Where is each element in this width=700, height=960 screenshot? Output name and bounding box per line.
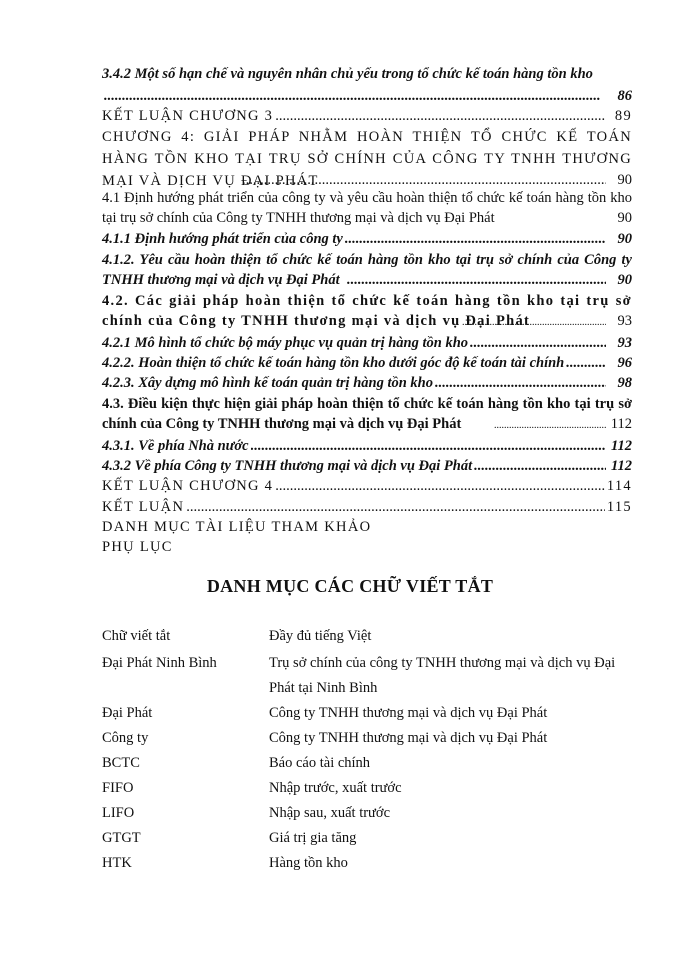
toc-entry-page: 98 xyxy=(617,375,632,391)
table-row xyxy=(102,751,642,776)
toc-entry-page: 90 xyxy=(617,172,632,188)
header-abbreviation: Chữ viết tắt xyxy=(102,628,171,644)
full-form: Nhập trước, xuất trước xyxy=(269,780,402,796)
table-row xyxy=(102,851,642,876)
toc-entry-3-4-2[interactable] xyxy=(102,64,632,106)
toc-entry-text: 4.2. Các giải pháp hoàn thiện tổ chức kế toán hàng tồn kho tại trụ sở chính của Công ty TNHH thương mại và dịch vụ Đại Phát xyxy=(102,293,632,329)
toc-entry-page: 96 xyxy=(617,355,632,371)
toc-entry-text: KẾT LUẬN CHƯƠNG 4 xyxy=(102,478,274,494)
abbreviations-header-row xyxy=(102,624,642,649)
abbreviation: BCTC xyxy=(102,755,140,771)
abbreviation: FIFO xyxy=(102,780,134,796)
abbreviations-table xyxy=(102,624,642,876)
abbreviation: Công ty xyxy=(102,730,149,746)
toc-entry-text: 4.1.2. Yêu cầu hoàn thiện tổ chức kế toán hàng tồn kho tại trụ sở chính của Công ty TNHH thương mại và dịch vụ Đại Phát xyxy=(102,252,632,288)
table-row xyxy=(102,801,642,826)
toc-entry-page: 112 xyxy=(611,438,632,454)
toc-entry-text: 4.3.2 Về phía Công ty TNHH thương mại và dịch vụ Đại Phát xyxy=(102,458,473,474)
toc-entry-text: PHỤ LỤC xyxy=(102,539,173,555)
toc-entry-text: 3.4.2 Một số hạn chế và nguyên nhân chủ yếu trong tổ chức kế toán hàng tồn kho xyxy=(102,66,593,82)
toc-entry-page: 112 xyxy=(610,416,632,432)
toc-entry-references[interactable] xyxy=(102,517,632,537)
abbreviation: HTK xyxy=(102,855,132,871)
abbreviation: GTGT xyxy=(102,830,141,846)
toc-entry-page: 90 xyxy=(617,210,632,226)
toc-entry-4-1-1[interactable] xyxy=(102,229,632,249)
toc-entry-page: 93 xyxy=(617,313,632,329)
toc-entry-4-3-1[interactable] xyxy=(102,436,632,456)
toc-entry-page: 114 xyxy=(606,478,632,494)
toc-entry-page: 112 xyxy=(611,458,632,474)
toc-entry-page: 89 xyxy=(614,108,632,124)
toc-entry-page: 86 xyxy=(617,88,632,104)
toc-entry-text: CHƯƠNG 4: GIẢI PHÁP NHẰM HOÀN THIỆN TỔ CHỨC KẾ TOÁN HÀNG TỒN KHO TẠI TRỤ SỞ CHÍNH CỦA CÔNG TY TNHH THƯƠNG MẠI VÀ DỊCH VỤ ĐẠI PHÁT xyxy=(102,129,632,189)
toc-entry-text: 4.2.1 Mô hình tổ chức bộ máy phục vụ quản trị hàng tồn kho xyxy=(102,335,469,351)
full-form: Công ty TNHH thương mại và dịch vụ Đại Phát xyxy=(269,705,548,721)
toc-entry-text: 4.3.1. Về phía Nhà nước xyxy=(102,438,249,454)
abbreviation: Đại Phát Ninh Bình xyxy=(102,655,217,671)
toc-entry-page: 90 xyxy=(617,231,632,247)
abbreviation: LIFO xyxy=(102,805,135,821)
toc-entry-appendix[interactable] xyxy=(102,537,632,557)
toc-entry-text: 4.1 Định hướng phát triển của công ty và yêu cầu hoàn thiện tổ chức kế toán hàng tồn kho tại trụ sở chính của Công ty TNHH thương mại và dịch vụ Đại Phát xyxy=(102,190,632,226)
toc-entry-page: 90 xyxy=(617,272,632,288)
toc-entry-conclusion[interactable] xyxy=(102,497,632,517)
table-row xyxy=(102,701,642,726)
toc-entry-text: KẾT LUẬN xyxy=(102,499,185,515)
table-row xyxy=(102,651,642,701)
header-full-form: Đầy đủ tiếng Việt xyxy=(269,628,372,644)
table-row xyxy=(102,776,642,801)
toc-entry-text: KẾT LUẬN CHƯƠNG 3 xyxy=(102,108,274,124)
full-form: Nhập sau, xuất trước xyxy=(269,805,391,821)
toc-entry-4-2-3[interactable] xyxy=(102,373,632,393)
full-form: Trụ sở chính của công ty TNHH thương mại và dịch vụ Đại Phát tại Ninh Bình xyxy=(269,655,616,696)
abbreviations-title: DANH MỤC CÁC CHỮ VIẾT TẮT xyxy=(206,576,494,596)
table-row xyxy=(102,726,642,751)
toc-entry-page: 93 xyxy=(617,335,632,351)
toc-entry-text: 4.2.2. Hoàn thiện tổ chức kế toán hàng tồn kho dưới góc độ kế toán tài chính xyxy=(102,355,565,371)
toc-entry-4-2-2[interactable] xyxy=(102,353,632,373)
abbreviation: Đại Phát xyxy=(102,705,153,721)
full-form: Giá trị gia tăng xyxy=(269,830,357,846)
toc-entry-text: DANH MỤC TÀI LIỆU THAM KHẢO xyxy=(102,519,372,535)
full-form: Công ty TNHH thương mại và dịch vụ Đại Phát xyxy=(269,730,548,746)
toc-entry-text: 4.1.1 Định hướng phát triển của công ty xyxy=(102,231,343,247)
full-form: Báo cáo tài chính xyxy=(269,755,371,771)
full-form: Hàng tồn kho xyxy=(269,855,348,871)
toc-entry-4-1[interactable] xyxy=(102,188,632,228)
toc-entry-page: 115 xyxy=(606,499,632,515)
toc-entry-text: 4.3. Điều kiện thực hiện giải pháp hoàn thiện tổ chức kế toán hàng tồn kho tại trụ sở chính của Công ty TNHH thương mại và dịch vụ Đại Phát xyxy=(102,396,632,432)
table-row xyxy=(102,826,642,851)
toc-entry-4-3-2[interactable] xyxy=(102,456,632,476)
toc-entry-text: 4.2.3. Xây dựng mô hình kế toán quản trị hàng tồn kho xyxy=(102,375,434,391)
toc-entry-4-2-1[interactable] xyxy=(102,333,632,353)
toc-entry-conclusion-4[interactable] xyxy=(102,476,632,496)
toc-entry-conclusion-3[interactable] xyxy=(102,106,632,126)
